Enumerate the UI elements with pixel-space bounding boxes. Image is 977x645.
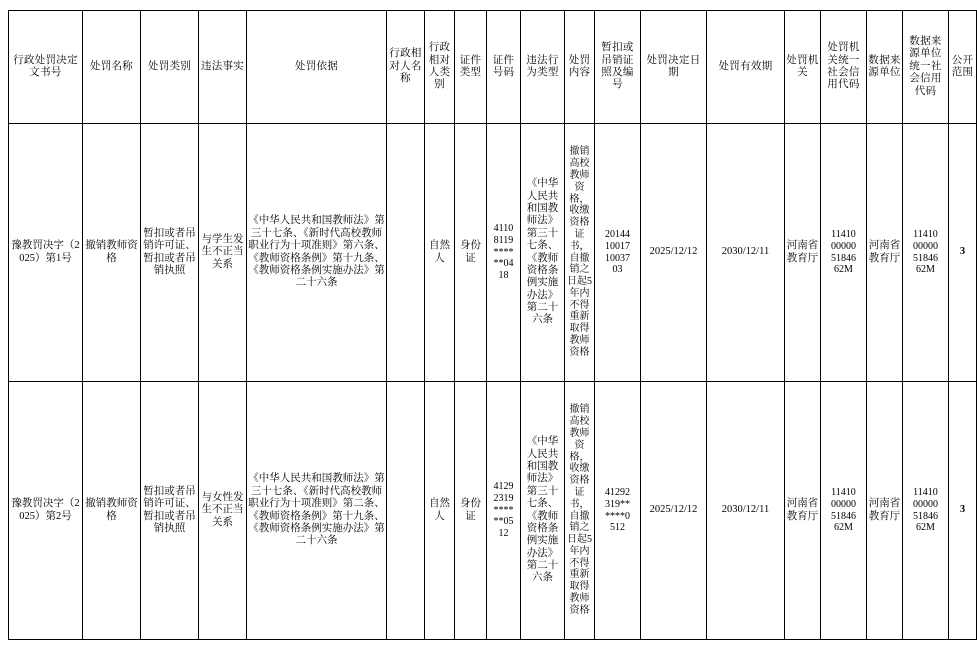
cell-scope: 3 xyxy=(949,124,977,382)
cell-org-code xyxy=(821,382,867,640)
col-header-org: 处罚机关 xyxy=(785,11,821,124)
cell-source-unit: 河南省教育厅 xyxy=(867,124,903,382)
code-part: 62M xyxy=(916,522,935,534)
code-part: 62M xyxy=(834,522,853,534)
cell-content: 撤销高校教师资格，收缴资格证书，自撤销之日起5年内不得重新取得教师资格 xyxy=(565,124,595,382)
table-body xyxy=(9,124,977,640)
cell-decision-date: 2025/12/12 xyxy=(641,382,707,640)
col-header-id-no: 证件号码 xyxy=(487,11,521,124)
id-no-part: 2319 xyxy=(493,492,514,504)
cell-doc-no: 豫教罚决字（2025）第1号 xyxy=(9,124,83,382)
table-header xyxy=(9,11,977,124)
col-header-illegal-type: 违法行为类型 xyxy=(521,11,565,124)
cell-content: 撤销高校教师资格，收缴资格证书，自撤销之日起5年内不得重新取得教师资格 xyxy=(565,382,595,640)
cell-id-type: 身份证 xyxy=(455,124,487,382)
col-header-id-type: 证件类型 xyxy=(455,11,487,124)
cell-source-code xyxy=(903,382,949,640)
cell-penalty-type: 暂扣或者吊销许可证、暂扣或者吊销执照 xyxy=(141,124,199,382)
code-part: 51846 xyxy=(831,252,856,264)
cell-doc-no: 豫教罚决字（2025）第2号 xyxy=(9,382,83,640)
id-no-part: **** xyxy=(493,246,514,258)
cert-no-part: 10037 xyxy=(605,252,630,264)
col-header-person-name: 行政相对人名称 xyxy=(387,11,425,124)
cell-penalty-name: 撤销教师资格 xyxy=(83,124,141,382)
id-no-part: 4129 xyxy=(493,481,514,492)
cell-org: 河南省教育厅 xyxy=(785,124,821,382)
cell-id-type: 身份证 xyxy=(455,382,487,640)
id-no-part: 12 xyxy=(498,528,509,540)
cell-org: 河南省教育厅 xyxy=(785,382,821,640)
col-header-person-type: 行政相对人类别 xyxy=(425,11,455,124)
cell-illegal-fact: 与女性发生不正当关系 xyxy=(199,382,247,640)
cell-id-no xyxy=(487,124,521,382)
code-part: 62M xyxy=(834,264,853,276)
cell-valid-until: 2030/12/11 xyxy=(707,382,785,640)
table-row xyxy=(9,124,977,382)
cell-person-name xyxy=(387,124,425,382)
cert-no-part: 41292 xyxy=(605,486,630,498)
code-part: 00000 xyxy=(913,498,938,510)
cert-no-part: 10017 xyxy=(605,240,630,252)
cell-penalty-name: 撤销教师资格 xyxy=(83,382,141,640)
id-no-part: **04 xyxy=(493,258,514,270)
col-header-penalty-type: 处罚类别 xyxy=(141,11,199,124)
col-header-basis: 处罚依据 xyxy=(247,11,387,124)
code-part: 11410 xyxy=(913,228,938,240)
code-part: 62M xyxy=(916,264,935,276)
cert-no-part: 20144 xyxy=(605,228,630,240)
cell-source-code xyxy=(903,124,949,382)
col-header-decision-date: 处罚决定日期 xyxy=(641,11,707,124)
id-no-part: 18 xyxy=(498,270,509,282)
code-part: 00000 xyxy=(913,240,938,252)
cell-cert-no xyxy=(595,382,641,640)
table-row xyxy=(9,382,977,640)
cell-decision-date: 2025/12/12 xyxy=(641,124,707,382)
cell-illegal-type: 《中华人民共和国教师法》第三十七条、《教师资格条例实施办法》第二十六条 xyxy=(521,124,565,382)
id-no-part: 4110 xyxy=(493,223,514,234)
cert-no-part: 03 xyxy=(612,264,623,276)
col-header-cert-no: 暂扣或吊销证照及编号 xyxy=(595,11,641,124)
id-no-part: **** xyxy=(493,504,514,516)
code-part: 11410 xyxy=(831,228,856,240)
cell-person-type: 自然人 xyxy=(425,382,455,640)
cert-no-part: ****0 xyxy=(605,510,630,522)
code-part: 00000 xyxy=(831,240,856,252)
cell-person-type: 自然人 xyxy=(425,124,455,382)
cell-cert-no xyxy=(595,124,641,382)
col-header-penalty-name: 处罚名称 xyxy=(83,11,141,124)
cell-illegal-fact: 与学生发生不正当关系 xyxy=(199,124,247,382)
col-header-valid-until: 处罚有效期 xyxy=(707,11,785,124)
penalty-table xyxy=(8,10,977,640)
cell-basis: 《中华人民共和国教师法》第三十七条、《新时代高校教师职业行为十项准则》第二条、《教师资格条例》第十九条、《教师资格条例实施办法》第二十六条 xyxy=(247,382,387,640)
cell-org-code xyxy=(821,124,867,382)
cell-person-name xyxy=(387,382,425,640)
code-part: 51846 xyxy=(831,510,856,522)
code-part: 51846 xyxy=(913,510,938,522)
code-part: 11410 xyxy=(831,486,856,498)
cell-id-no xyxy=(487,382,521,640)
cell-basis: 《中华人民共和国教师法》第三十七条、《新时代高校教师职业行为十项准则》第六条、《教师资格条例》第十九条、《教师资格条例实施办法》第二十六条 xyxy=(247,124,387,382)
code-part: 51846 xyxy=(913,252,938,264)
cell-scope: 3 xyxy=(949,382,977,640)
col-header-org-code: 处罚机关统一社会信用代码 xyxy=(821,11,867,124)
col-header-scope: 公开范围 xyxy=(949,11,977,124)
col-header-doc-no: 行政处罚决定文书号 xyxy=(9,11,83,124)
cell-penalty-type: 暂扣或者吊销许可证、暂扣或者吊销执照 xyxy=(141,382,199,640)
cert-no-part: 512 xyxy=(610,522,625,534)
id-no-part: **05 xyxy=(493,516,514,528)
col-header-content: 处罚内容 xyxy=(565,11,595,124)
cert-no-part: 319** xyxy=(605,498,630,510)
cell-valid-until: 2030/12/11 xyxy=(707,124,785,382)
cell-source-unit: 河南省教育厅 xyxy=(867,382,903,640)
id-no-part: 8119 xyxy=(493,234,514,246)
code-part: 00000 xyxy=(831,498,856,510)
col-header-source-code: 数据来源单位统一社会信用代码 xyxy=(903,11,949,124)
cell-illegal-type: 《中华人民共和国教师法》第三十七条、《教师资格条例实施办法》第二十六条 xyxy=(521,382,565,640)
header-row xyxy=(9,11,977,124)
code-part: 11410 xyxy=(913,486,938,498)
col-header-source-unit: 数据来源单位 xyxy=(867,11,903,124)
col-header-illegal-fact: 违法事实 xyxy=(199,11,247,124)
